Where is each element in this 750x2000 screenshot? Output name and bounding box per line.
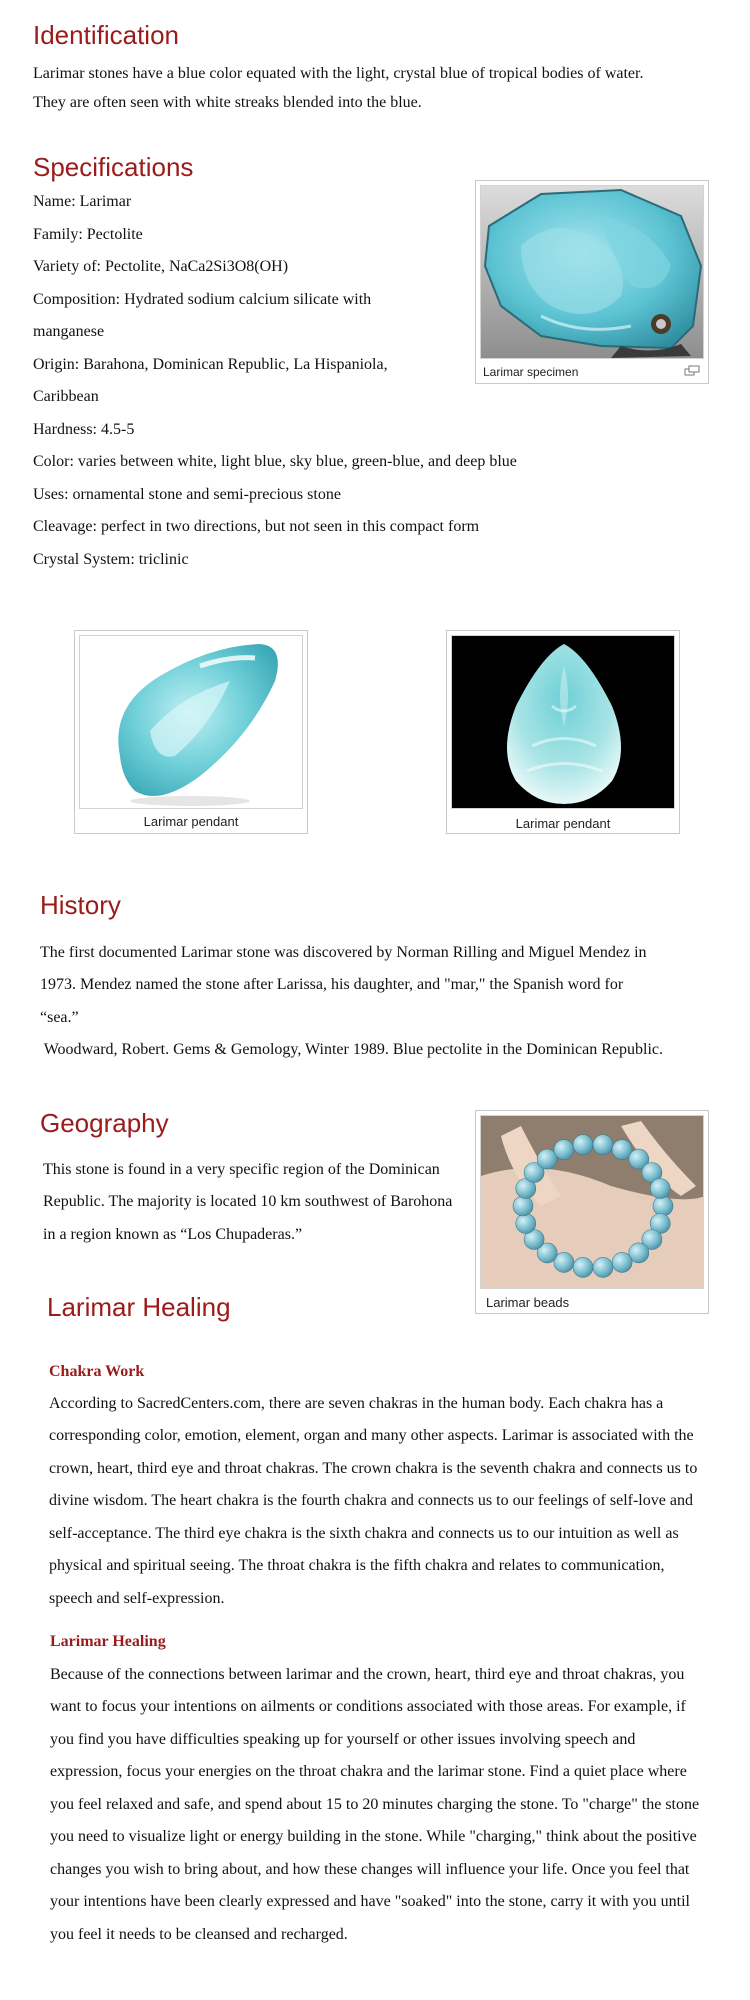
enlarge-icon[interactable] <box>684 365 700 376</box>
spec-family: Family: Pectolite <box>33 226 143 243</box>
beads-caption: Larimar beads <box>486 1295 570 1310</box>
healing-line: you find you have difficulties speaking up for yourself or other issues involving speech and <box>50 1731 636 1748</box>
chakra-work-subheading: Chakra Work <box>49 1363 145 1380</box>
chakra-line: divine wisdom. The heart chakra is the fourth chakra and connects us to our feelings of self-love and <box>49 1492 693 1509</box>
history-line: 1973. Mendez named the stone after Larissa, his daughter, and "mar," the Spanish word for <box>40 976 624 993</box>
healing-line: expression, focus your energies on the throat chakra and the larimar stone. Find a quiet place where <box>50 1763 687 1780</box>
specimen-image[interactable] <box>480 185 704 359</box>
healing-line: your intentions have been clearly expressed and have "soaked" into the stone, carry it with you until <box>50 1893 690 1910</box>
identification-heading: Identification <box>33 20 179 50</box>
spec-composition: Composition: Hydrated sodium calcium silicate with <box>33 291 372 308</box>
pendant-caption-2: Larimar pendant <box>515 816 611 831</box>
spec-origin-cont: Caribbean <box>33 388 99 405</box>
geography-line: Republic. The majority is located 10 km southwest of Barohona <box>43 1193 453 1210</box>
history-citation: Woodward, Robert. Gems & Gemology, Winter 1989. Blue pectolite in the Dominican Republic. <box>40 1041 663 1058</box>
healing-line: you feel relaxed and safe, and spend about 15 to 20 minutes charging the stone. To "charge" the stone <box>50 1796 700 1813</box>
geography-heading: Geography <box>40 1108 169 1138</box>
healing-heading: Larimar Healing <box>47 1292 231 1322</box>
pendant-image-2[interactable] <box>451 635 675 809</box>
pendant-image-1[interactable] <box>79 635 303 809</box>
healing-line: you feel it needs to be cleansed and recharged. <box>50 1926 348 1943</box>
identification-line: They are often seen with white streaks blended into the blue. <box>33 94 422 111</box>
spec-name: Name: Larimar <box>33 193 132 210</box>
history-line: “sea.” <box>40 1009 79 1026</box>
specimen-figure[interactable] <box>475 180 709 384</box>
identification-line: Larimar stones have a blue color equated with the light, crystal blue of tropical bodies of water. <box>33 65 644 82</box>
chakra-line: speech and self-expression. <box>49 1590 225 1607</box>
healing-line: you need to visualize light or energy building in the stone. While "charging," think about the positive <box>50 1828 697 1845</box>
chakra-line: crown, heart, third eye and throat chakras. The crown chakra is the seventh chakra and connects us to <box>49 1460 698 1477</box>
beads-image[interactable] <box>480 1115 704 1289</box>
geography-line: in a region known as “Los Chupaderas.” <box>43 1226 303 1243</box>
healing-line: want to focus your intentions on ailments or conditions associated with those areas. For example, if <box>50 1698 686 1715</box>
spec-uses: Uses: ornamental stone and semi-precious stone <box>33 486 341 503</box>
healing-line: changes you wish to bring about, and how these changes will influence your life. Once you feel that <box>50 1861 690 1878</box>
geography-line: This stone is found in a very specific region of the Dominican <box>43 1161 440 1178</box>
healing-line: Because of the connections between larimar and the crown, heart, third eye and throat chakras, you <box>50 1666 685 1683</box>
specimen-caption: Larimar specimen <box>483 365 579 379</box>
chakra-line: physical and spiritual seeing. The throat chakra is the fifth chakra and relates to communication, <box>49 1557 665 1574</box>
pendant-caption-1: Larimar pendant <box>143 814 239 829</box>
pendant-figure-1[interactable] <box>74 630 308 834</box>
spec-cleavage: Cleavage: perfect in two directions, but not seen in this compact form <box>33 518 480 535</box>
spec-hardness: Hardness: 4.5-5 <box>33 421 135 438</box>
pendant-figure-2[interactable] <box>446 630 680 834</box>
spec-crystal-system: Crystal System: triclinic <box>33 551 189 568</box>
beads-figure[interactable] <box>475 1110 709 1314</box>
spec-origin: Origin: Barahona, Dominican Republic, La Hispaniola, <box>33 356 388 373</box>
chakra-line: corresponding color, emotion, element, organ and many other aspects. Larimar is associated with the <box>49 1427 694 1444</box>
spec-composition-cont: manganese <box>33 323 105 340</box>
chakra-line: self-acceptance. The third eye chakra is the sixth chakra and connects us to our intuition as well as <box>49 1525 679 1542</box>
chakra-line: According to SacredCenters.com, there are seven chakras in the human body. Each chakra has a <box>49 1395 664 1412</box>
spec-color: Color: varies between white, light blue, sky blue, green-blue, and deep blue <box>33 453 517 470</box>
specifications-heading: Specifications <box>33 152 194 182</box>
history-line: The first documented Larimar stone was discovered by Norman Rilling and Miguel Mendez in <box>40 944 647 961</box>
larimar-healing-subheading: Larimar Healing <box>50 1633 166 1650</box>
history-heading: History <box>40 890 121 920</box>
spec-variety: Variety of: Pectolite, NaCa2Si3O8(OH) <box>33 258 289 275</box>
